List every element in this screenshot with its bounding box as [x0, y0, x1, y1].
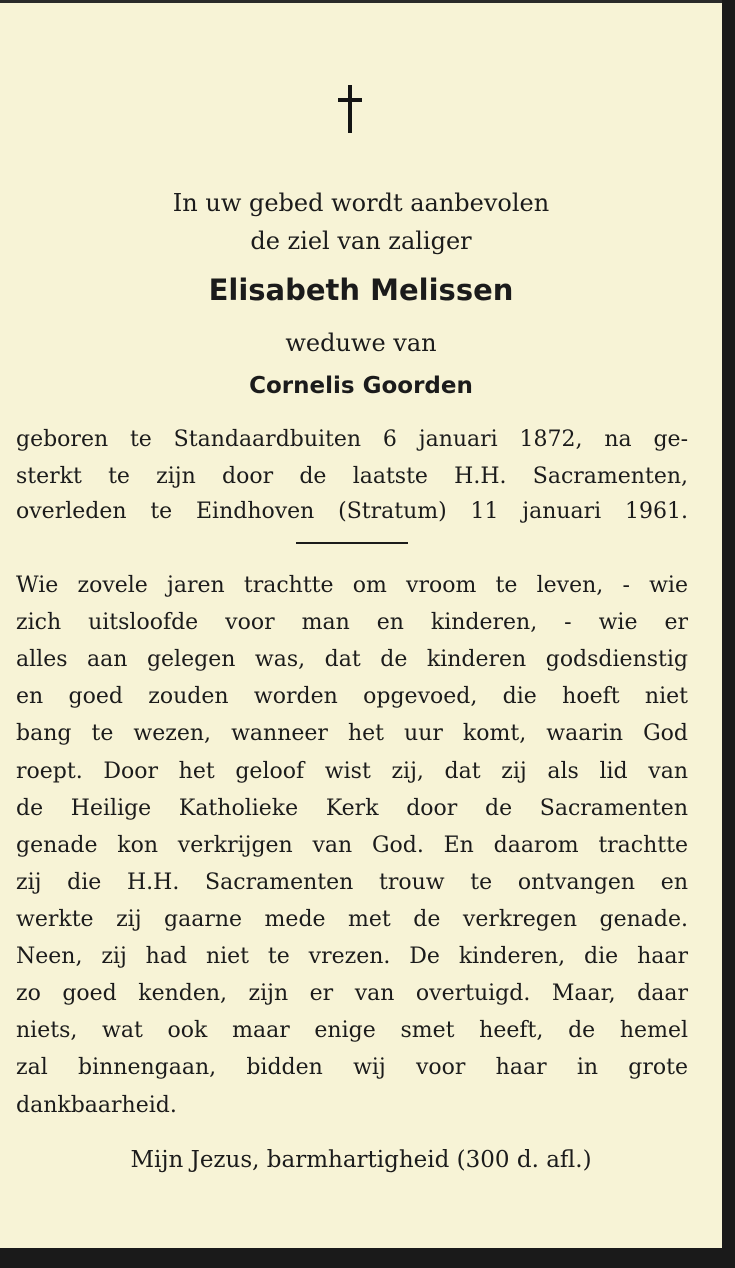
text-line: zal binnengaan, bidden wij voor haar in grote — [16, 1055, 688, 1080]
text-line: alles aan gelegen was, dat de kinderen godsdienstig — [16, 647, 688, 672]
spouse-name: Cornelis Goorden — [249, 373, 473, 399]
bio-line: overleden te Eindhoven (Stratum) 11 januari 1961. — [16, 499, 688, 524]
text-line: dankbaarheid. — [16, 1093, 177, 1118]
intro-line-2: de ziel van zaliger — [250, 227, 472, 255]
text-line: zich uitsloofde voor man en kinderen, - wie er — [16, 610, 688, 635]
text-line: roept. Door het geloof wist zij, dat zij als lid van — [16, 759, 688, 784]
text-line: genade kon verkrijgen van God. En daarom trachtte — [16, 833, 688, 858]
text-line: niets, wat ook maar enige smet heeft, de hemel — [16, 1018, 688, 1043]
text-line: bang te wezen, wanneer het uur komt, waarin God — [16, 721, 688, 746]
deceased-name: Elisabeth Melissen — [208, 273, 514, 307]
cross-icon — [335, 85, 365, 133]
intro-line-1: In uw gebed wordt aanbevolen — [172, 189, 550, 217]
divider — [296, 542, 408, 544]
text-line: de Heilige Katholieke Kerk door de Sacramenten — [16, 796, 688, 821]
text-line: en goed zouden worden opgevoed, die hoeft niet — [16, 684, 688, 709]
text-line: zij die H.H. Sacramenten trouw te ontvangen en — [16, 870, 688, 895]
closing-prayer: Mijn Jezus, barmhartigheid (300 d. afl.) — [130, 1147, 592, 1173]
text-line: Wie zovele jaren trachtte om vroom te leven, - wie — [16, 573, 688, 598]
text-line: werkte zij gaarne mede met de verkregen genade. — [16, 907, 688, 932]
relation-text: weduwe van — [285, 329, 437, 357]
text-line: Neen, zij had niet te vrezen. De kinderen, die haar — [16, 944, 688, 969]
bio-line: sterkt te zijn door de laatste H.H. Sacramenten, — [16, 464, 688, 489]
text-line: zo goed kenden, zijn er van overtuigd. Maar, daar — [16, 981, 688, 1006]
bio-line: geboren te Standaardbuiten 6 januari 1872, na ge- — [16, 427, 688, 452]
